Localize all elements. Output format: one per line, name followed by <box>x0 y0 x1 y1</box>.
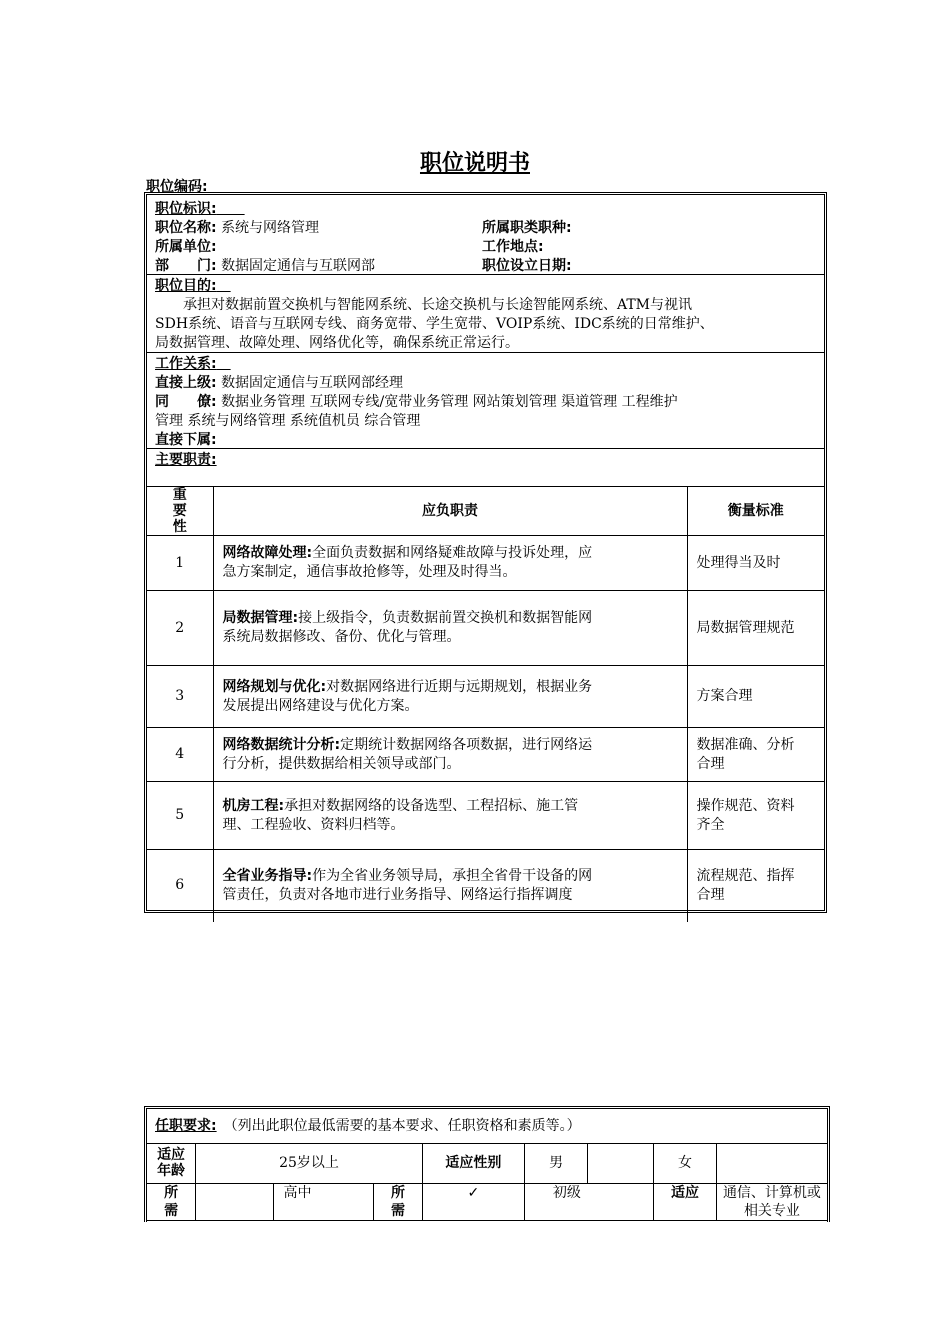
standard-text: 数据准确、分析 合理 <box>687 728 824 782</box>
level-value: 初级 <box>524 1183 653 1220</box>
gender-label: 适应性别 <box>422 1143 524 1183</box>
major-label: 适应 <box>654 1183 717 1220</box>
table-row <box>147 536 824 591</box>
table-row <box>147 782 824 850</box>
education-value: 高中 <box>273 1183 374 1220</box>
gender-female: 女 <box>654 1143 717 1183</box>
col-duty-header: 应负职责 <box>213 487 687 536</box>
standard-text: 流程规范、指挥 合理 <box>687 850 824 922</box>
duty-text: 全省业务指导:作为全省业务领导局，承担全省骨干设备的网 管责任，负责对各地市进行业务指导、网络运行指挥调度 <box>213 850 687 922</box>
purpose-line-3: 局数据管理、故障处理、网络优化等，确保系统正常运行。 <box>155 335 519 351</box>
superior-value: 数据固定通信与互联网部经理 <box>221 375 404 391</box>
standard-text: 处理得当及时 <box>687 536 824 591</box>
purpose-line-1: 承担对数据前置交换机与智能网系统、长途交换机与长途智能网系统、ATM与视讯 <box>155 297 693 313</box>
position-code-label: 职位编码: <box>146 179 208 195</box>
purpose-line-2: SDH系统、语音与互联网专线、商务宽带、学生宽带、VOIP系统、IDC系统的日常维护、 <box>155 316 714 332</box>
table-row <box>147 850 824 922</box>
qualification-label: 所需 <box>374 1183 423 1220</box>
table-row <box>147 728 824 782</box>
category-label: 所属职类职种: <box>482 220 572 236</box>
education-blank <box>196 1183 273 1220</box>
location-label: 工作地点: <box>482 239 544 255</box>
requirements-table <box>147 1109 827 1221</box>
standard-text: 方案合理 <box>687 666 824 728</box>
check-mark: ✓ <box>422 1183 524 1220</box>
table-row <box>147 591 824 666</box>
duty-text: 网络故障处理:全面负责数据和网络疑难故障与投诉处理，应 急方案制定，通信事故抢修等，处理及时得当。 <box>213 536 687 591</box>
department-value: 数据固定通信与互联网部 <box>221 258 376 274</box>
row-number: 3 <box>147 666 213 728</box>
major-value: 通信、计算机或 相关专业 <box>716 1183 827 1220</box>
position-name-value: 系统与网络管理 <box>221 220 320 236</box>
superior-row: 直接上级: 数据固定通信与互联网部经理 <box>155 375 404 391</box>
gender-male: 男 <box>524 1143 588 1183</box>
duty-text: 机房工程:承担对数据网络的设备选型、工程招标、施工管 理、工程验收、资料归档等。 <box>213 782 687 850</box>
education-label: 所需 <box>147 1183 196 1220</box>
unit-label: 所属单位: <box>155 239 217 255</box>
duty-text: 网络规划与优化:对数据网络进行近期与远期规划，根据业务 发展提出网络建设与优化方案。 <box>213 666 687 728</box>
peers-row: 同 僚: 数据业务管理 互联网专线/宽带业务管理 网站策划管理 渠道管理 工程维护 <box>155 394 678 410</box>
col-standard-header: 衡量标准 <box>687 487 824 536</box>
establish-date-label: 职位设立日期: <box>482 258 572 274</box>
standard-text: 局数据管理规范 <box>687 591 824 666</box>
peers-value: 数据业务管理 互联网专线/宽带业务管理 网站策划管理 渠道管理 工程维护 <box>221 394 678 410</box>
row-number: 5 <box>147 782 213 850</box>
age-value: 25岁以上 <box>196 1143 423 1183</box>
position-name-row: 职位名称: 系统与网络管理 <box>155 220 320 236</box>
requirements-header-row: 任职要求: （列出此职位最低需要的基本要求、任职资格和素质等。） <box>147 1109 827 1143</box>
job-info-frame <box>144 192 827 913</box>
row-number: 6 <box>147 850 213 922</box>
row-number: 1 <box>147 536 213 591</box>
row-number: 2 <box>147 591 213 666</box>
peers-line-2: 管理 系统与网络管理 系统值机员 综合管理 <box>155 413 421 429</box>
age-label: 适应年龄 <box>147 1143 196 1183</box>
relations-header: 工作关系: <box>155 356 217 372</box>
page-title: 职位说明书 <box>419 151 530 176</box>
col-importance-header: 重要性 <box>147 487 213 536</box>
gender-female-blank <box>716 1143 827 1183</box>
duty-text: 局数据管理:接上级指令，负责数据前置交换机和数据智能网 系统局数据修改、备份、优化与管理。 <box>213 591 687 666</box>
department-row: 部 门: 数据固定通信与互联网部 <box>155 258 376 274</box>
table-row <box>147 666 824 728</box>
purpose-header: 职位目的: <box>155 278 217 294</box>
standard-text: 操作规范、资料 齐全 <box>687 782 824 850</box>
row-number: 4 <box>147 728 213 782</box>
identification-header: 职位标识: <box>155 201 217 217</box>
gender-male-blank <box>588 1143 654 1183</box>
duty-text: 网络数据统计分析:定期统计数据网络各项数据，进行网络运 行分析，提供数据给相关领导或部门。 <box>213 728 687 782</box>
duties-header: 主要职责: <box>155 452 217 468</box>
subordinate-label: 直接下属: <box>155 432 217 448</box>
duties-table <box>147 486 824 922</box>
requirements-frame <box>144 1106 830 1222</box>
